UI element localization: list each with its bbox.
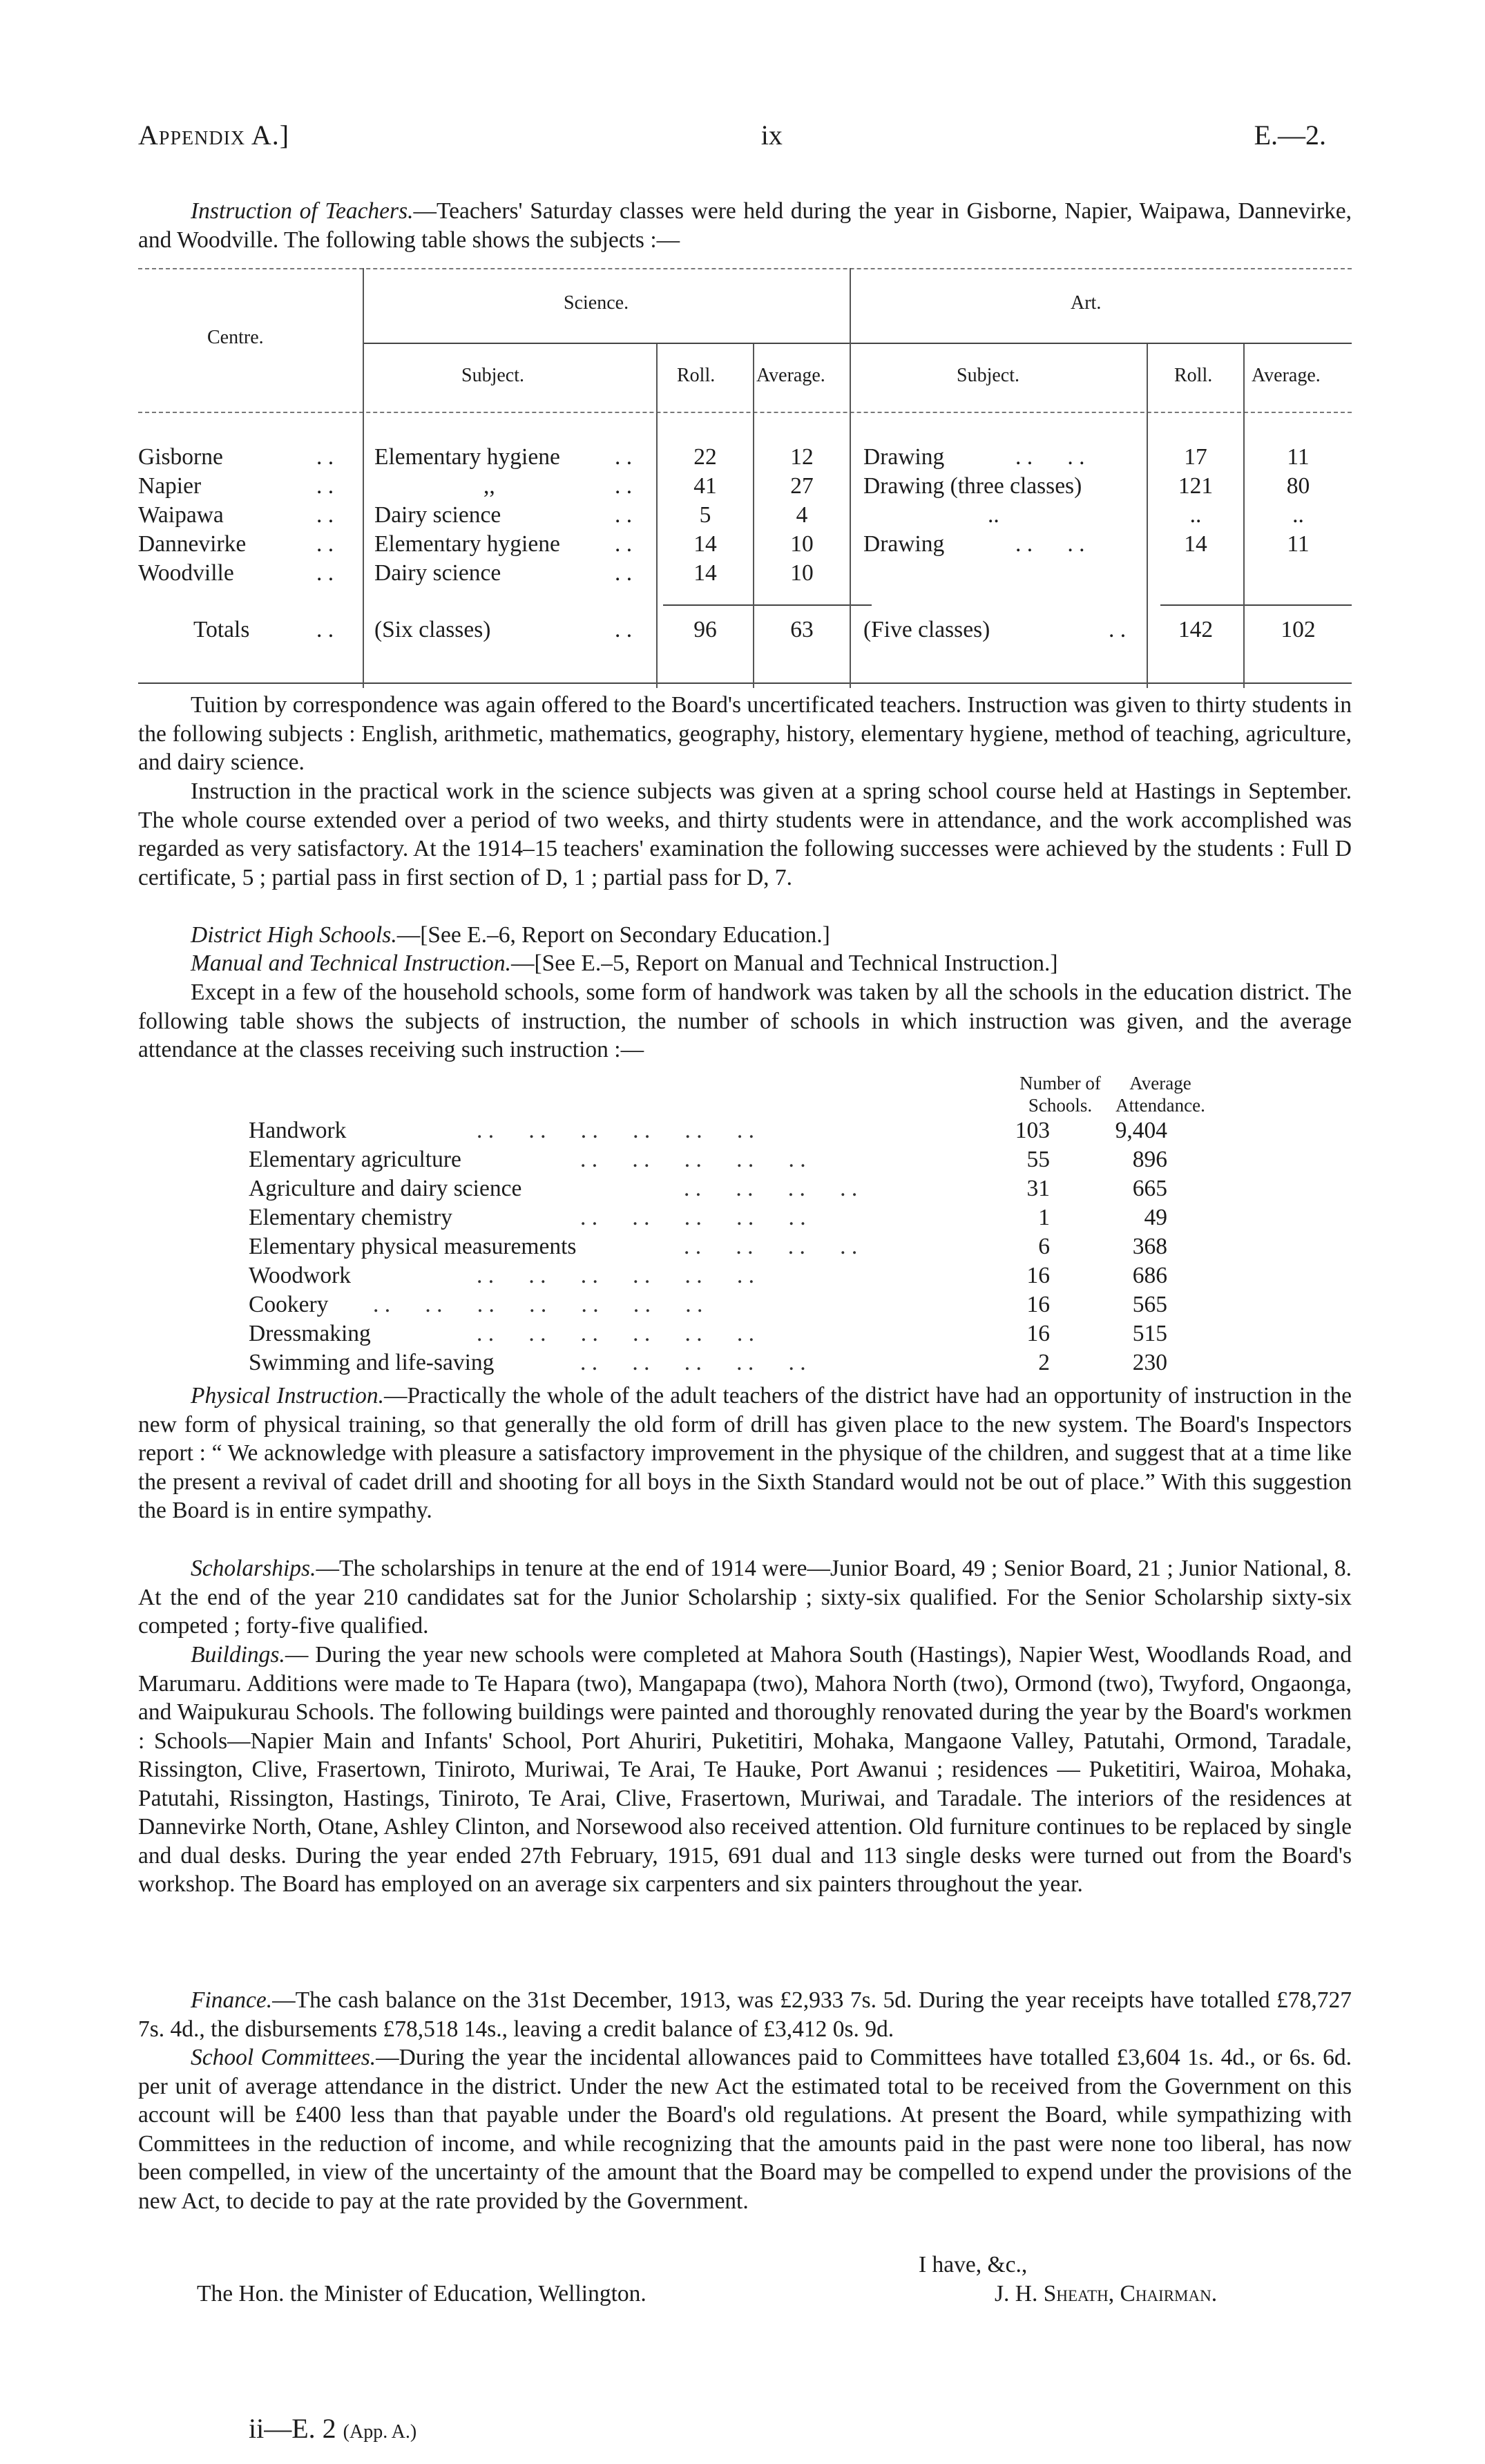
science-average-header: Average.: [756, 365, 825, 386]
page-footer: [249, 2412, 416, 2445]
row-art-subject: Drawing: [863, 531, 945, 557]
row-science-roll: 5: [699, 502, 711, 528]
row-subject: Swimming and life-saving: [249, 1350, 495, 1375]
row-science-subject: Dairy science: [374, 502, 501, 528]
finance-paragraph: Finance.—The cash balance on the 31st December, 1913, was £2,933 7s. 5d. During the year receipts have totalled £78,727 7s. 4d., the disbursements £78,518 14s., leaving a credit balance of £3,412 0s. 9d.: [138, 1987, 1352, 2042]
manual-instruction-paragraph: Manual and Technical Instruction.—[See E.–5, Report on Manual and Technical Instruction.]: [191, 951, 1058, 976]
row-science-roll: 14: [693, 531, 717, 557]
row-schools: 2: [1038, 1350, 1050, 1375]
row-schools: 1: [1038, 1205, 1050, 1230]
art-average-header: Average.: [1252, 365, 1321, 386]
page-header: [138, 119, 1326, 151]
practical-paragraph: Instruction in the practical work in the science subjects was given at a spring school course held at Hastings in September. The whole course extended over a period of two weeks, and thirty students were in attendance, and the work accomplished was regarded as very satisfactory. At the 1914–15 teachers' examination the following successes were achieved by the students : Full D certificate, 5 ; partial pass in first section of D, 1 ; partial pass for D, 7.: [138, 779, 1352, 890]
row-attendance: 49: [1144, 1205, 1167, 1230]
row-science-average: 4: [796, 502, 808, 528]
table-row: . . . . . . . . . . . . Handwork 103 9,404: [249, 1118, 1167, 1143]
row-art-average: 80: [1286, 473, 1310, 499]
schools-header: Number of Schools.: [1019, 1073, 1101, 1116]
row-attendance: 230: [1132, 1350, 1167, 1375]
science-subject-header: Subject.: [461, 365, 524, 386]
row-art-roll: ..: [1189, 502, 1202, 528]
row-schools: 6: [1038, 1234, 1050, 1259]
row-art-average: 11: [1287, 531, 1310, 557]
art-roll-header: Roll.: [1174, 365, 1213, 386]
teachers-classes-table: Centre. Science. Art. Subject. Roll. Average. Subject. Roll. Average. Gisborne . . Elementary hygiene . . 22 12 Drawing . . . . 17 11 Napier . . ,, . . 41 27 Drawing (three classes) 121 80 Waipawa . . Dairy science . . 5 4 .. .. .. Dannevirke . . Elementary hygiene . . 14 10 Drawing . . . . 14 11 Woodville . . Dairy science . . 14 10 Totals . . (Six classes) . . 96 63 (Five classes) . . 142 102: [138, 268, 1352, 691]
page-number: ix: [760, 120, 783, 151]
table-row: . . . . . . . . Agriculture and dairy science 31 665: [249, 1176, 1167, 1201]
table-row: . . . . . . . . . . . . Dressmaking 16 515: [249, 1321, 1167, 1346]
buildings-heading: Buildings.: [191, 1642, 285, 1668]
row-science-subject: ,,: [483, 473, 495, 499]
totals-art-subject: (Five classes): [863, 617, 990, 642]
district-high-schools-paragraph: District High Schools.—[See E.–6, Report on Secondary Education.]: [191, 922, 830, 948]
row-attendance: 9,404: [1115, 1118, 1167, 1143]
row-attendance: 565: [1132, 1292, 1167, 1317]
row-science-roll: 41: [693, 473, 717, 499]
row-schools: 31: [1026, 1176, 1050, 1201]
row-science-roll: 14: [693, 560, 717, 586]
intro-paragraph: [138, 197, 1352, 254]
physical-instruction-paragraph: Physical Instruction.—Practically the whole of the adult teachers of the district have had an opportunity of instruction in the new form of physical training, so that generally the old form of drill has given place to the new system. The Board's Inspectors report : “ We acknowledge with pleasure a satisfactory improvement in the physique of the children, and suggest that at a time like the present a revival of cadet drill and shooting for all boys in the Sixth Standard would not be out of place.” With this suggestion the Board is in entire sympathy.: [138, 1383, 1352, 1523]
committees-heading: School Committees.: [191, 2045, 376, 2070]
row-subject: Agriculture and dairy science: [249, 1176, 522, 1201]
row-subject: Elementary agriculture: [249, 1147, 461, 1172]
attendance-header: Average Attendance.: [1115, 1073, 1205, 1116]
row-subject: Cookery: [249, 1292, 329, 1317]
row-attendance: 665: [1132, 1176, 1167, 1201]
row-attendance: 896: [1132, 1147, 1167, 1172]
closing-line: I have, &c.,: [919, 2252, 1028, 2277]
totals-art-average: 102: [1281, 617, 1316, 642]
row-subject: Woodwork: [249, 1263, 352, 1288]
science-roll-header: Roll.: [677, 365, 716, 386]
school-committees-paragraph: School Committees.—During the year the incidental allowances paid to Committees have totalled £3,604 1s. 4d., or 6s. 6d. per unit of average attendance in the district. Under the new Act the estimated total to be received from the Government on this account will be £400 less than that payable under the Board's old regulations. At present the Board, while sympathizing with Committees in the reduction of income, and while recognizing that the amounts paid in the past were none too liberal, has now been compelled, in view of the uncertainty of the amount that the Board may be compelled to expend under the provisions of the new Act, to decide to pay at the rate provided by the Government.: [138, 2045, 1352, 2214]
row-art-roll: 121: [1178, 473, 1214, 499]
totals-label: Totals: [193, 617, 250, 642]
table-row: . . . . . . . . Elementary physical measurements 6 368: [249, 1234, 1167, 1259]
totals-science-roll: 96: [693, 617, 717, 642]
row-science-subject: Elementary hygiene: [374, 531, 560, 557]
row-attendance: 686: [1132, 1263, 1167, 1288]
row-science-subject: Elementary hygiene: [374, 444, 560, 470]
row-schools: 55: [1026, 1147, 1050, 1172]
table-row: . . . . . . . . . . Elementary chemistry 1 49: [249, 1205, 1167, 1230]
row-art-subject: Drawing: [863, 444, 945, 470]
row-science-subject: Dairy science: [374, 560, 501, 586]
tuition-paragraph: Tuition by correspondence was again offered to the Board's uncertificated teachers. Instruction was given to thirty students in the following subjects : English, arithmetic, mathematics, geography, history, elementary hygiene, method of teaching, agriculture, and dairy science.: [138, 692, 1352, 775]
signature: J. H. Sheath, Chairman.: [995, 2281, 1218, 2307]
science-header: Science.: [564, 292, 629, 314]
scholarships-heading: Scholarships.: [191, 1556, 316, 1581]
row-science-average: 10: [790, 560, 814, 586]
totals-science-average: 63: [790, 617, 814, 642]
row-art-roll: 14: [1184, 531, 1207, 557]
addressee: The Hon. the Minister of Education, Wellington.: [197, 2281, 646, 2307]
buildings-paragraph: Buildings.— During the year new schools were completed at Mahora South (Hastings), Napier West, Woodlands Road, and Marumaru. Additions were made to Te Hapara (two), Mangapapa (two), Mahora North (two), Ormond (two), Twyford, Ongaonga, and Waipukurau Schools. The following buildings were painted and thoroughly renovated during the year by the Board's workmen : Schools—Napier Main and Infants' School, Port Ahuriri, Puketitiri, Mohaka, Mangaone Valley, Patutahi, Ormond, Taradale, Rissington, Clive, Frasertown, Tiniroto, Muriwai, Te Arai, Te Hauke, Port Awanui ; residences — Puketitiri, Wairoa, Mohaka, Patutahi, Rissington, Hastings, Tiniroto, Te Arai, Clive, Frasertown, Muriwai, and Taradale. The interiors of the residences at Dannevirke North, Otane, Ashley Clinton, and Norsewood also received attention. Old furniture continues to be replaced by single and dual desks. During the year ended 27th February, 1915, 691 dual and 113 single desks were turned out from the Board's workshop. The Board has employed on an average six carpenters and six painters throughout the year.: [138, 1642, 1352, 1897]
row-schools: 103: [1015, 1118, 1050, 1143]
art-subject-header: Subject.: [957, 365, 1019, 386]
row-subject: Dressmaking: [249, 1321, 371, 1346]
manual-heading: Manual and Technical Instruction.: [191, 951, 512, 976]
centre-header: Centre.: [207, 327, 264, 348]
row-centre: Waipawa: [138, 502, 224, 528]
appendix-label: Appendix A.]: [138, 120, 290, 151]
row-art-subject: ..: [988, 502, 999, 528]
totals-science-subject: (Six classes): [374, 617, 491, 642]
row-science-average: 10: [790, 531, 814, 557]
row-art-average: ..: [1292, 502, 1304, 528]
row-centre: Dannevirke: [138, 531, 247, 557]
art-header: Art.: [1071, 292, 1102, 314]
footer-ref: ii—E. 2: [249, 2413, 336, 2444]
physical-heading: Physical Instruction.: [191, 1383, 384, 1408]
row-science-roll: 22: [693, 444, 717, 470]
row-subject: Elementary chemistry: [249, 1205, 452, 1230]
row-attendance: 368: [1132, 1234, 1167, 1259]
district-heading: District High Schools.: [191, 922, 397, 948]
footer-app: (App. A.): [343, 2421, 417, 2443]
row-science-average: 12: [790, 444, 814, 470]
intro-heading: Instruction of Teachers.: [191, 198, 414, 224]
intro-text: —Teachers' Saturday classes were held during the year in Gisborne, Napier, Waipawa, Dannevirke, and Woodville. The following table shows the subjects :—: [138, 198, 1352, 253]
row-art-average: 11: [1287, 444, 1310, 470]
row-centre: Woodville: [138, 560, 234, 586]
row-art-subject: Drawing (three classes): [863, 473, 1082, 499]
row-attendance: 515: [1132, 1321, 1167, 1346]
row-science-average: 27: [790, 473, 814, 499]
row-schools: 16: [1026, 1292, 1050, 1317]
table-row: . . . . . . . . . . Swimming and life-saving 2 230: [249, 1350, 1167, 1375]
row-art-roll: 17: [1184, 444, 1207, 470]
except-paragraph: Except in a few of the household schools, some form of handwork was taken by all the schools in the education district. The following table shows the subjects of instruction, the number of schools in which instruction was given, and the average attendance at the classes receiving such instruction :—: [138, 980, 1352, 1062]
row-centre: Napier: [138, 473, 202, 499]
document-code: E.—2.: [1254, 120, 1326, 151]
finance-heading: Finance.: [191, 1987, 273, 2013]
table-row: . . . . . . . . . . . . Woodwork 16 686: [249, 1263, 1167, 1288]
table-row: . . . . . . . . . . . . . . Cookery 16 565: [249, 1292, 1167, 1317]
totals-art-roll: 142: [1178, 617, 1214, 642]
scholarships-paragraph: Scholarships.—The scholarships in tenure at the end of 1914 were—Junior Board, 49 ; Senior Board, 21 ; Junior National, 8. At the end of the year 210 candidates sat for the Junior Scholarship ; sixty-six qualified. For the Senior Scholarship sixty-six competed ; forty-five qualified.: [138, 1556, 1352, 1639]
row-schools: 16: [1026, 1321, 1050, 1346]
row-subject: Handwork: [249, 1118, 347, 1143]
table-row: . . . . . . . . . . Elementary agriculture 55 896: [249, 1147, 1167, 1172]
row-centre: Gisborne: [138, 444, 223, 470]
row-subject: Elementary physical measurements: [249, 1234, 577, 1259]
row-schools: 16: [1026, 1263, 1050, 1288]
